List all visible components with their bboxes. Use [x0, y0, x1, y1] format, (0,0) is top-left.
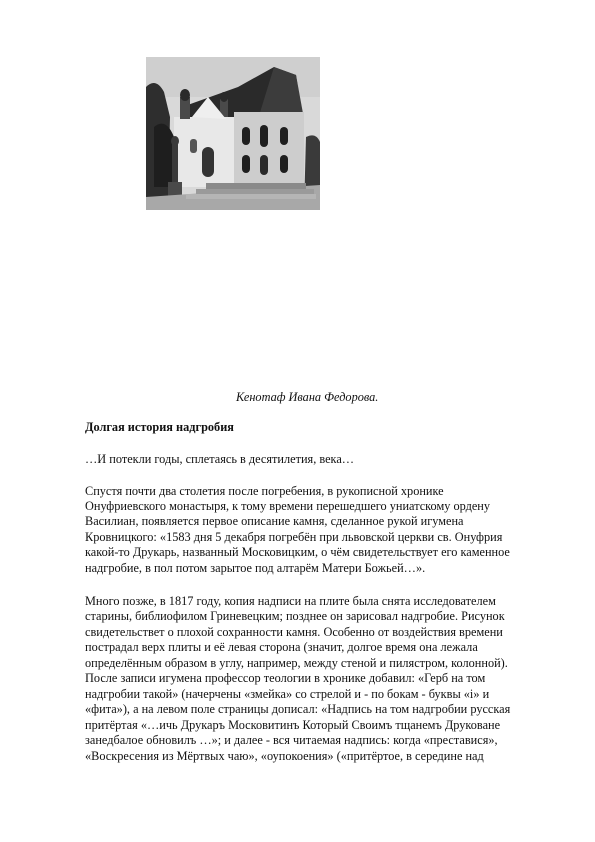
paragraph-line: занедбалое обновилъ …»; и далее - вся читаемая надпись: когда «преставися»,	[85, 733, 498, 747]
paragraph-line: надгробии такой» (начерчены «змейка» со стрелой и - по бокам - буквы «і» и	[85, 687, 490, 701]
paragraph-line: «Воскресения из Мёртвых чаю», «оупокоения» («притёртое, в середине над	[85, 749, 484, 763]
figure-caption: Кенотаф Ивана Федорова.	[236, 390, 379, 404]
paragraph-line: какой-то Друкарь, названный Московицким, о чём свидетельствует его каменное	[85, 545, 510, 559]
paragraph-line: Спустя почти два столетия после погребения, в рукописной хронике	[85, 484, 444, 498]
paragraph-line: старины, библиофилом Гриневецким; позднее он зарисовал надгробие. Рисунок	[85, 609, 505, 623]
paragraph-line: Много позже, в 1817 году, копия надписи на плите была снята исследователем	[85, 594, 496, 608]
article-heading: Долгая история надгробия	[85, 420, 234, 434]
paragraph-line: определённым образом в углу, например, между стеной и пилястром, колонной).	[85, 656, 508, 670]
paragraph-line: Василиан, появляется первое описание камня, сделанное рукой игумена	[85, 514, 464, 528]
paragraph-line: «фита»), а на левом поле страницы дописал: «Надпись на том надгробии русская	[85, 702, 511, 716]
church-photo	[146, 57, 320, 210]
paragraph-line: надгробие, в пол потом зарытое под алтарём Матери Божьей…».	[85, 561, 426, 575]
paragraph-line: После записи игумена профессор теологии в хронике добавил: «Герб на том	[85, 671, 486, 685]
paragraph-line: пострадал верх плиты и её левая сторона (значит, долгое время она лежала	[85, 640, 478, 654]
paragraph-line: свидетельствет о плохой сохранности камня. Особенно от воздействия времени	[85, 625, 503, 639]
paragraph-line: притёртая «…ичь Друкаръ Московитинъ Который Своимъ тщанемъ Друковане	[85, 718, 501, 732]
epigraph: …И потекли годы, сплетаясь в десятилетия, века…	[85, 452, 355, 466]
paragraph-line: Онуфриевского монастыря, к тому времени перешедшего униатскому ордену	[85, 499, 491, 513]
paragraph-line: Кровницкого: «1583 дня 5 декабря погребён при львовской церкви св. Онуфрия	[85, 530, 503, 544]
